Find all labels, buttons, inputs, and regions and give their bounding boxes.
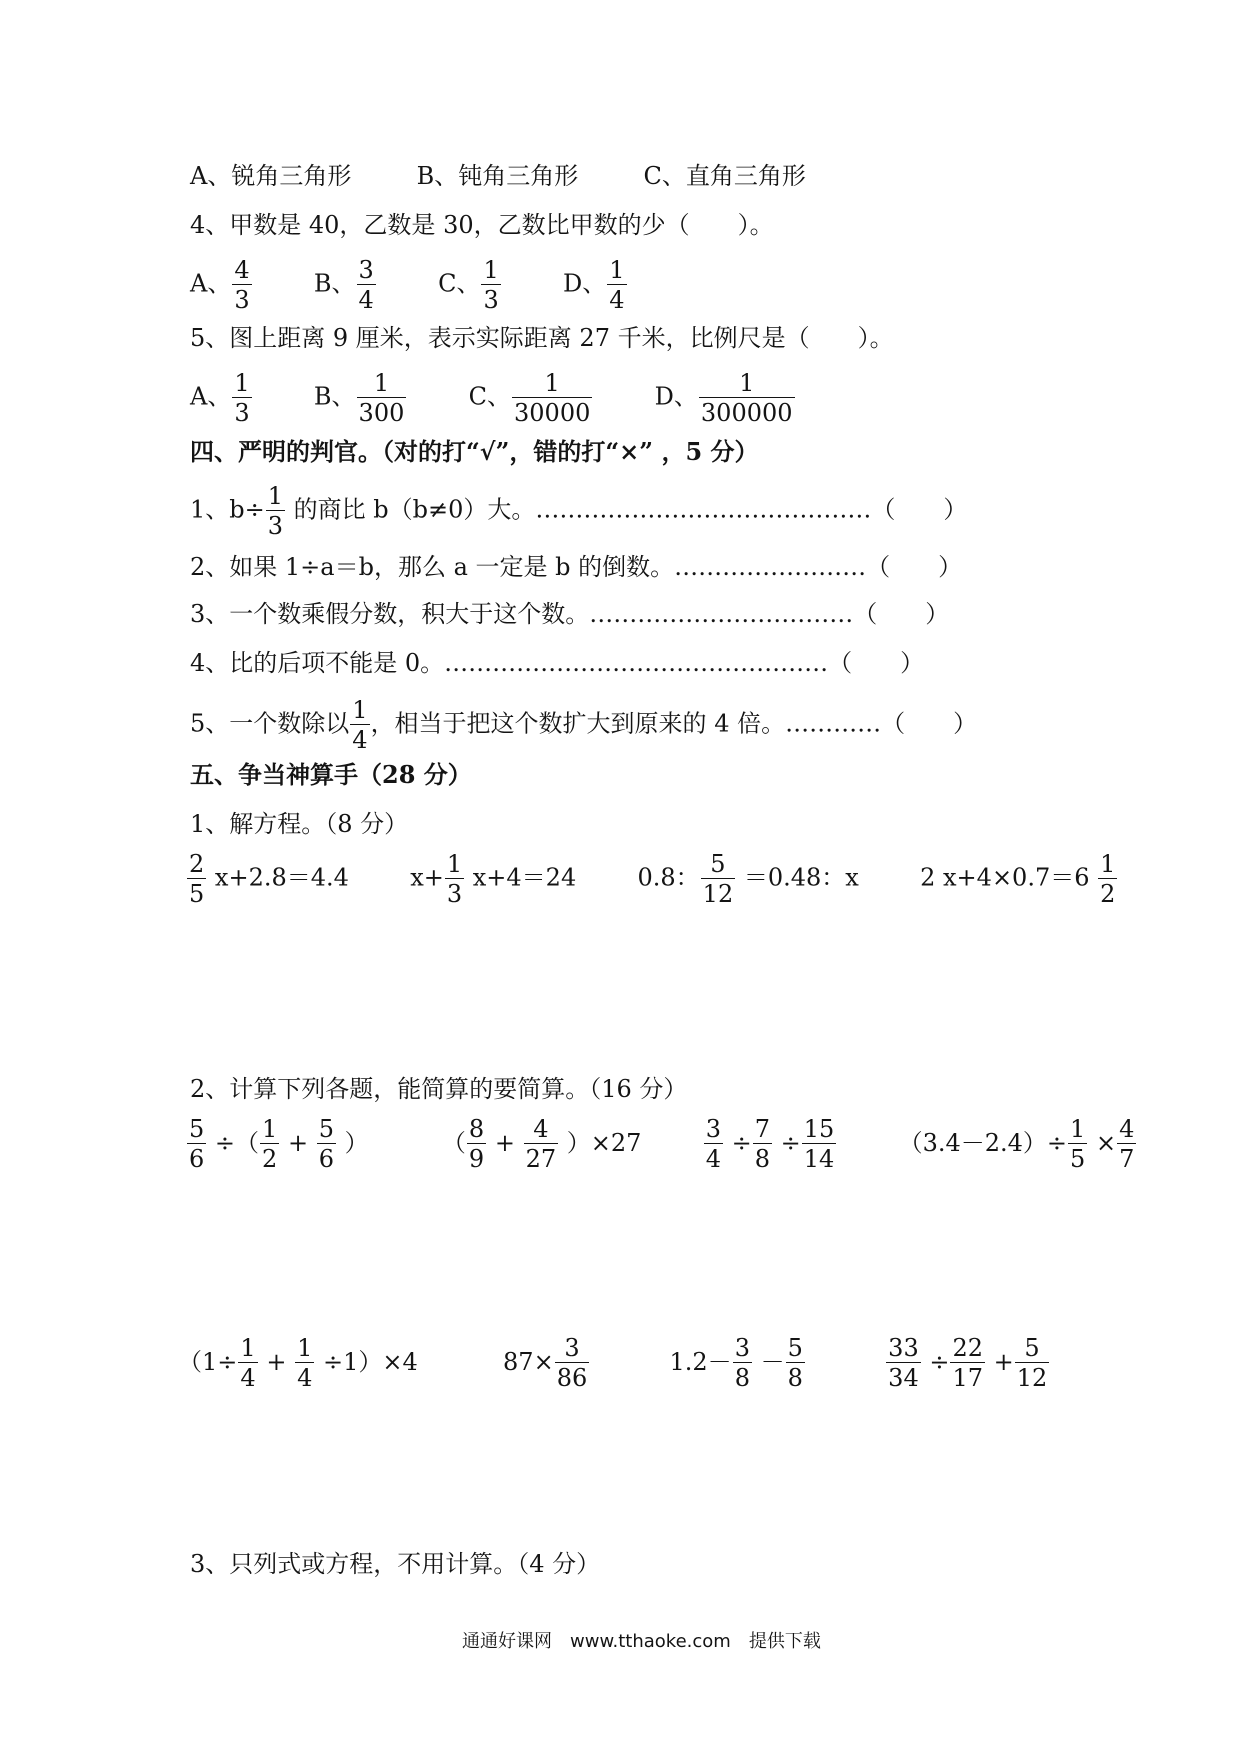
- section5-sub1: 1、解方程。（8 分）: [190, 810, 409, 838]
- calc-1: $\frac{5}{6}$ ÷（ $\frac{1}{2}$ + $\frac{5}{6}$ ）: [189, 1115, 369, 1173]
- q5-option-a-fraction: $\frac{1}{3}$: [234, 369, 250, 427]
- eq3-fraction: $\frac{5}{12}$: [702, 850, 734, 908]
- q4-option-b-label: B、: [313, 269, 356, 298]
- q5-option-d-label: D、: [654, 382, 698, 411]
- q4-option-a-label: A、: [190, 269, 232, 298]
- section4-title: 四、严明的判官。（对的打“√”，错的打“×” ，5 分）: [190, 437, 759, 466]
- eq1-text: x+2.8＝4.4: [214, 863, 349, 892]
- eq1-fraction: $\frac{2}{5}$: [189, 850, 205, 908]
- eq4-fraction: $\frac{1}{2}$: [1100, 850, 1116, 908]
- judge-item-3: 3、一个数乘假分数，积大于这个数。……………………………（ ）: [190, 600, 950, 628]
- calc-5: （1÷ $\frac{1}{4}$ + $\frac{1}{4}$ ÷1）×4: [178, 1334, 418, 1392]
- q5-options-row: [190, 371, 796, 425]
- judge-item-1: 1、b÷ $\frac{1}{3}$ 的商比 b（b≠0）大。……………………………………（ ）: [190, 482, 968, 540]
- q4-option-d-label: D、: [563, 269, 607, 298]
- q5-option-b-fraction: $\frac{1}{300}$: [358, 369, 405, 427]
- q4-option-a-fraction: $\frac{4}{3}$: [234, 256, 250, 314]
- q5-question: 5、图上距离 9 厘米，表示实际距离 27 千米，比例尺是（ ）。: [190, 324, 894, 352]
- q5-option-b-label: B、: [313, 382, 356, 411]
- q3-option-b: B、钝角三角形: [416, 162, 579, 190]
- calc-8: $\frac{33}{34}$ ÷ $\frac{22}{17}$ + $\frac{5}{12}$: [888, 1334, 1048, 1392]
- eq4-text: 2 x+4×0.7＝6: [920, 863, 1090, 892]
- section5-sub3: 3、只列式或方程，不用计算。（4 分）: [190, 1550, 601, 1578]
- calc-4: （3.4－2.4）÷ $\frac{1}{5}$ × $\frac{4}{7}$: [898, 1115, 1135, 1173]
- calc-row-2: [178, 1336, 1050, 1390]
- q4-options-row: [190, 258, 628, 312]
- calc-3: $\frac{3}{4}$ ÷ $\frac{7}{8}$ ÷ $\frac{15}{14}$: [705, 1115, 835, 1173]
- q4-option-d-fraction: $\frac{1}{4}$: [609, 256, 625, 314]
- q4-option-c-label: C、: [438, 269, 481, 298]
- q5-option-c-label: C、: [468, 382, 512, 411]
- q5-option-c-fraction: $\frac{1}{30000}$: [514, 369, 591, 427]
- section5-title: 五、争当神算手（28 分）: [190, 760, 472, 789]
- q4-question: 4、甲数是 40，乙数是 30，乙数比甲数的少（ ）。: [190, 211, 774, 239]
- judge-item-5-fraction: $\frac{1}{4}$: [352, 696, 368, 754]
- calc-2: （ $\frac{8}{9}$ + $\frac{4}{27}$ ）×27: [441, 1115, 642, 1173]
- calc-7: 1.2－ $\frac{3}{8}$ － $\frac{5}{8}$: [669, 1334, 803, 1392]
- eq2-text: x+4＝24: [472, 863, 577, 892]
- page-footer: 通通好课网 www.tthaoke.com 提供下载: [462, 1631, 821, 1652]
- equations-row: [186, 852, 1118, 906]
- q3-option-c: C、直角三角形: [643, 162, 806, 190]
- q5-option-d-fraction: $\frac{1}{300000}$: [700, 369, 793, 427]
- q3-option-a: A、锐角三角形: [190, 162, 352, 190]
- calc-row-1: [186, 1117, 1137, 1171]
- eq3-text: ＝0.48：x: [743, 863, 859, 892]
- judge-item-1-fraction: $\frac{1}{3}$: [267, 482, 284, 540]
- eq2-pre: x+: [410, 863, 444, 892]
- section5-sub2: 2、计算下列各题，能简算的要简算。（16 分）: [190, 1075, 688, 1103]
- calc-6: 87× $\frac{3}{86}$: [503, 1334, 588, 1392]
- judge-item-4: 4、比的后项不能是 0。…………………………………………（ ）: [190, 649, 925, 677]
- judge-item-5: 5、一个数除以 $\frac{1}{4}$ ，相当于把这个数扩大到原来的 4 倍。…………（ ）: [190, 696, 978, 754]
- q4-option-b-fraction: $\frac{3}{4}$: [358, 256, 374, 314]
- eq3-pre: 0.8：: [637, 863, 700, 892]
- judge-item-2: 2、如果 1÷a＝b，那么 a 一定是 b 的倒数。……………………（ ）: [190, 553, 963, 581]
- eq2-fraction: $\frac{1}{3}$: [446, 850, 463, 908]
- q3-options-row: [190, 164, 806, 188]
- q4-option-c-fraction: $\frac{1}{3}$: [483, 256, 499, 314]
- q5-option-a-label: A、: [190, 382, 232, 411]
